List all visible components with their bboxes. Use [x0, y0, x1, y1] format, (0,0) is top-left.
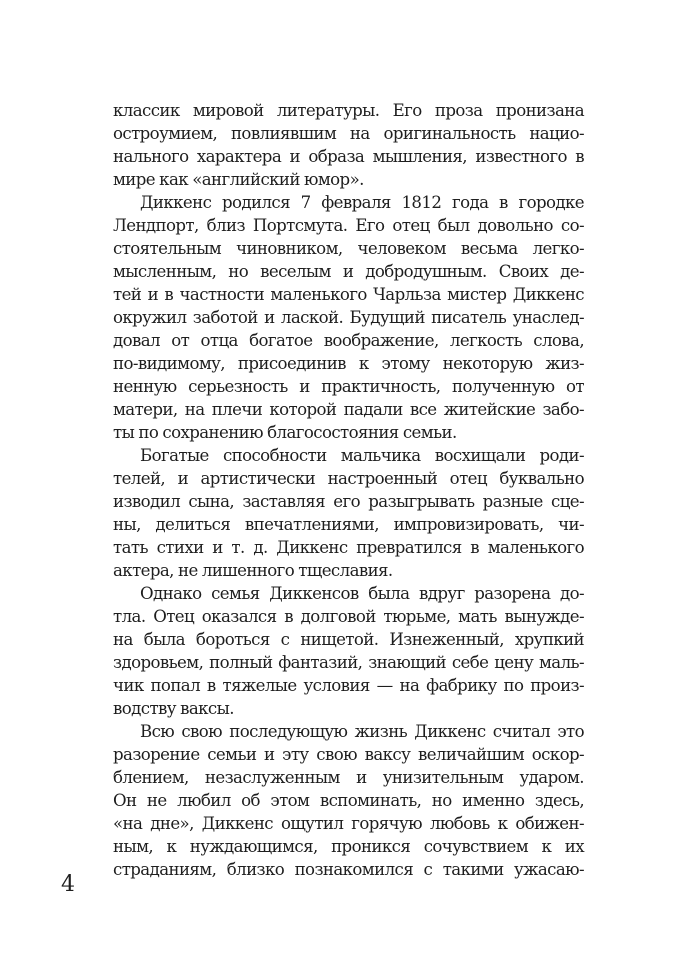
text-line: изводил сына, заставляя его разыгрывать разные сце-	[113, 492, 584, 511]
text-line: остроумием, повлиявшим на оригинальность нацио-	[113, 124, 584, 143]
text-line: телей, и артистически настроенный отец буквально	[113, 469, 584, 488]
text-line: здоровьем, полный фантазий, знающий себе цену маль-	[113, 653, 584, 672]
text-line: стоятельным чиновником, человеком весьма легко-	[113, 239, 584, 258]
text-line: Диккенс родился 7 февраля 1812 года в городке	[140, 193, 584, 212]
paragraph	[113, 191, 584, 444]
paragraph	[113, 99, 584, 191]
text-line: Однако семья Диккенсов была вдруг разорена до-	[140, 584, 584, 603]
text-line: страданиям, близко познакомился с такими ужасаю-	[113, 860, 584, 879]
text-line: классик мировой литературы. Его проза пронизана	[113, 101, 584, 120]
text-line: нального характера и образа мышления, известного в	[113, 147, 584, 166]
text-line: тать стихи и т. д. Диккенс превратился в маленького	[113, 538, 584, 557]
text-line: Богатые способности мальчика восхищали роди-	[140, 446, 584, 465]
text-line: ным, к нуждающимся, проникся сочувствием к их	[113, 837, 584, 856]
text-line: «на дне», Диккенс ощутил горячую любовь к обижен-	[113, 814, 584, 833]
text-line: мире как «английский юмор».	[113, 170, 364, 189]
text-line: чик попал в тяжелые условия — на фабрику по произ-	[113, 676, 584, 695]
text-line: по-видимому, присоединив к этому некоторую жиз-	[113, 354, 584, 373]
text-line: водству ваксы.	[113, 699, 234, 718]
text-line: тла. Отец оказался в долговой тюрьме, мать вынужде-	[113, 607, 584, 626]
paragraph	[113, 444, 584, 582]
text-line: матери, на плечи которой падали все житейские забо-	[113, 400, 584, 419]
text-line: ты по сохранению благосостояния семьи.	[113, 423, 457, 442]
text-line: ненную серьезность и практичность, полученную от	[113, 377, 584, 396]
paragraph	[113, 582, 584, 720]
text-line: на была бороться с нищетой. Изнеженный, хрупкий	[113, 630, 584, 649]
text-line: ны, делиться впечатлениями, импровизировать, чи-	[113, 515, 584, 534]
paragraph	[113, 720, 584, 881]
text-line: разорение семьи и эту свою ваксу величайшим оскор-	[113, 745, 584, 764]
text-line: мысленным, но веселым и добродушным. Своих де-	[113, 262, 584, 281]
text-line: окружил заботой и лаской. Будущий писатель унаслед-	[113, 308, 584, 327]
body-text	[113, 99, 584, 881]
text-line: Он не любил об этом вспоминать, но именно здесь,	[113, 791, 584, 810]
text-line: блением, незаслуженным и унизительным ударом.	[113, 768, 584, 787]
text-line: довал от отца богатое воображение, легкость слова,	[113, 331, 584, 350]
page-number: 4	[61, 872, 75, 897]
text-line: Лендпорт, близ Портсмута. Его отец был довольно со-	[113, 216, 584, 235]
text-line: тей и в частности маленького Чарльза мистер Диккенс	[113, 285, 584, 304]
text-line: актера, не лишенного тщеславия.	[113, 561, 393, 580]
text-line: Всю свою последующую жизнь Диккенс считал это	[140, 722, 584, 741]
